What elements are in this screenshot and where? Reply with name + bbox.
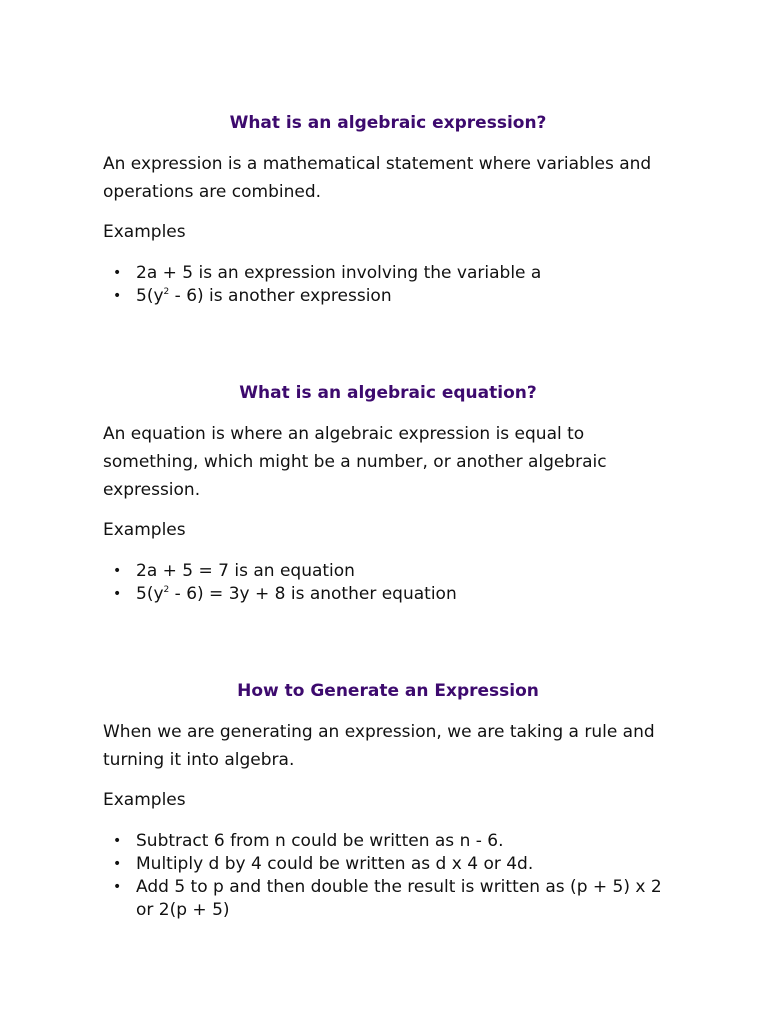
list-item-text: 2a + 5 = 7 is an equation — [136, 561, 355, 581]
bullet-icon: • — [113, 563, 122, 579]
bullet-icon: • — [113, 288, 122, 304]
section-paragraph: An expression is a mathematical statement where variables and operations are combined. — [103, 154, 652, 202]
list-item — [103, 262, 673, 285]
list-item — [103, 583, 673, 606]
bullet-icon: • — [113, 879, 122, 895]
list-item — [103, 876, 673, 922]
list-item-text-pre: 5(y — [136, 286, 164, 306]
list-item — [103, 830, 673, 853]
bullet-icon: • — [113, 586, 122, 602]
list-item-text: Multiply d by 4 could be written as d x 4 or 4d. — [136, 854, 534, 874]
section-equation — [103, 382, 673, 606]
list-item — [103, 285, 673, 308]
examples-label: Examples — [103, 520, 186, 540]
examples-label: Examples — [103, 222, 186, 242]
section-expression — [103, 112, 673, 308]
bullet-icon: • — [113, 856, 122, 872]
examples-list — [103, 560, 673, 606]
list-item-text: 2a + 5 is an expression involving the variable a — [136, 263, 542, 283]
bullet-icon: • — [113, 265, 122, 281]
section-paragraph: An equation is where an algebraic expression is equal to something, which might be a number, or another algebraic expression. — [103, 424, 607, 500]
section-heading: What is an algebraic expression? — [229, 113, 547, 133]
list-item-text: Add 5 to p and then double the result is written as (p + 5) x 2 or 2(p + 5) — [136, 877, 662, 920]
list-item-text: Subtract 6 from n could be written as n - 6. — [136, 831, 504, 851]
examples-label: Examples — [103, 790, 186, 810]
list-item-text-post: - 6) = 3y + 8 is another equation — [169, 584, 457, 604]
superscript-exponent: 2 — [163, 287, 170, 297]
list-item-text-pre: 5(y — [136, 584, 164, 604]
superscript-exponent: 2 — [163, 585, 170, 595]
examples-list — [103, 830, 673, 922]
section-heading: How to Generate an Expression — [237, 681, 539, 701]
examples-list — [103, 262, 673, 308]
bullet-icon: • — [113, 833, 122, 849]
section-heading: What is an algebraic equation? — [239, 383, 537, 403]
section-paragraph: When we are generating an expression, we are taking a rule and turning it into algebra. — [103, 722, 655, 770]
section-generate-expression — [103, 680, 673, 922]
list-item — [103, 560, 673, 583]
list-item-text-post: - 6) is another expression — [169, 286, 392, 306]
list-item — [103, 853, 673, 876]
